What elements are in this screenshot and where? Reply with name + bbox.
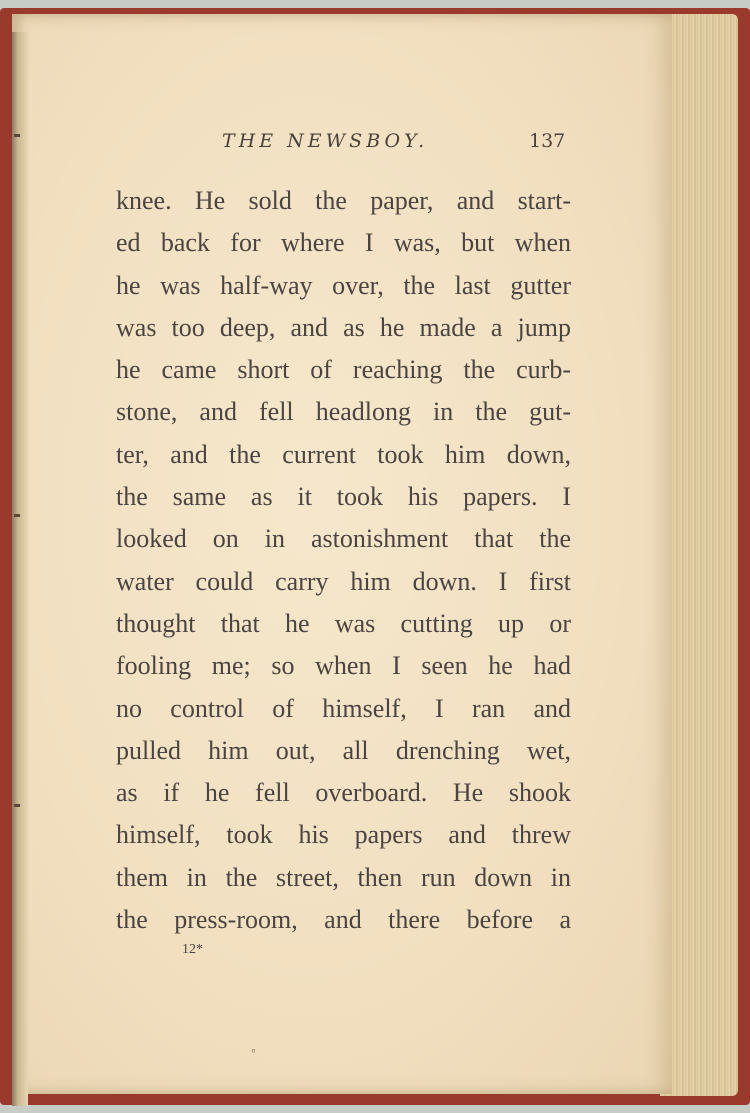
text-line: himself, took his papers and threw (116, 820, 571, 850)
text-line: water could carry him down. I first (116, 566, 571, 596)
book-page (12, 14, 672, 1094)
text-line: he came short of reaching the curb- (116, 355, 571, 385)
text-line: fooling me; so when I seen he had (116, 651, 571, 681)
text-line: ter, and the current took him down, (116, 439, 571, 469)
page-header (12, 130, 672, 160)
text-line: he was half-way over, the last gutter (116, 270, 571, 300)
paper-speck: ∘ (250, 1045, 257, 1057)
binding-stitch (14, 804, 20, 807)
binding-stitch (14, 514, 20, 517)
text-line: ed back for where I was, but when (116, 228, 571, 258)
text-line: the same as it took his papers. I (116, 482, 571, 512)
binding-gutter (12, 32, 28, 1106)
text-line: the press-room, and there before a (116, 905, 571, 935)
text-line: no control of himself, I ran and (116, 693, 571, 723)
text-line: thought that he was cutting up or (116, 608, 571, 638)
text-line: stone, and fell headlong in the gut- (116, 397, 571, 427)
text-line: knee. He sold the paper, and start- (116, 186, 571, 215)
body-text (116, 180, 571, 941)
text-line: as if he fell overboard. He shook (116, 778, 571, 808)
text-line: pulled him out, all drenching wet, (116, 735, 571, 765)
signature-mark: 12* (182, 942, 203, 957)
text-line: looked on in astonishment that the (116, 524, 571, 554)
text-line: them in the street, then run down in (116, 862, 571, 892)
page-number: 137 (529, 130, 566, 152)
running-title: THE NEWSBOY. (222, 130, 429, 152)
text-line: was too deep, and as he made a jump (116, 312, 571, 342)
